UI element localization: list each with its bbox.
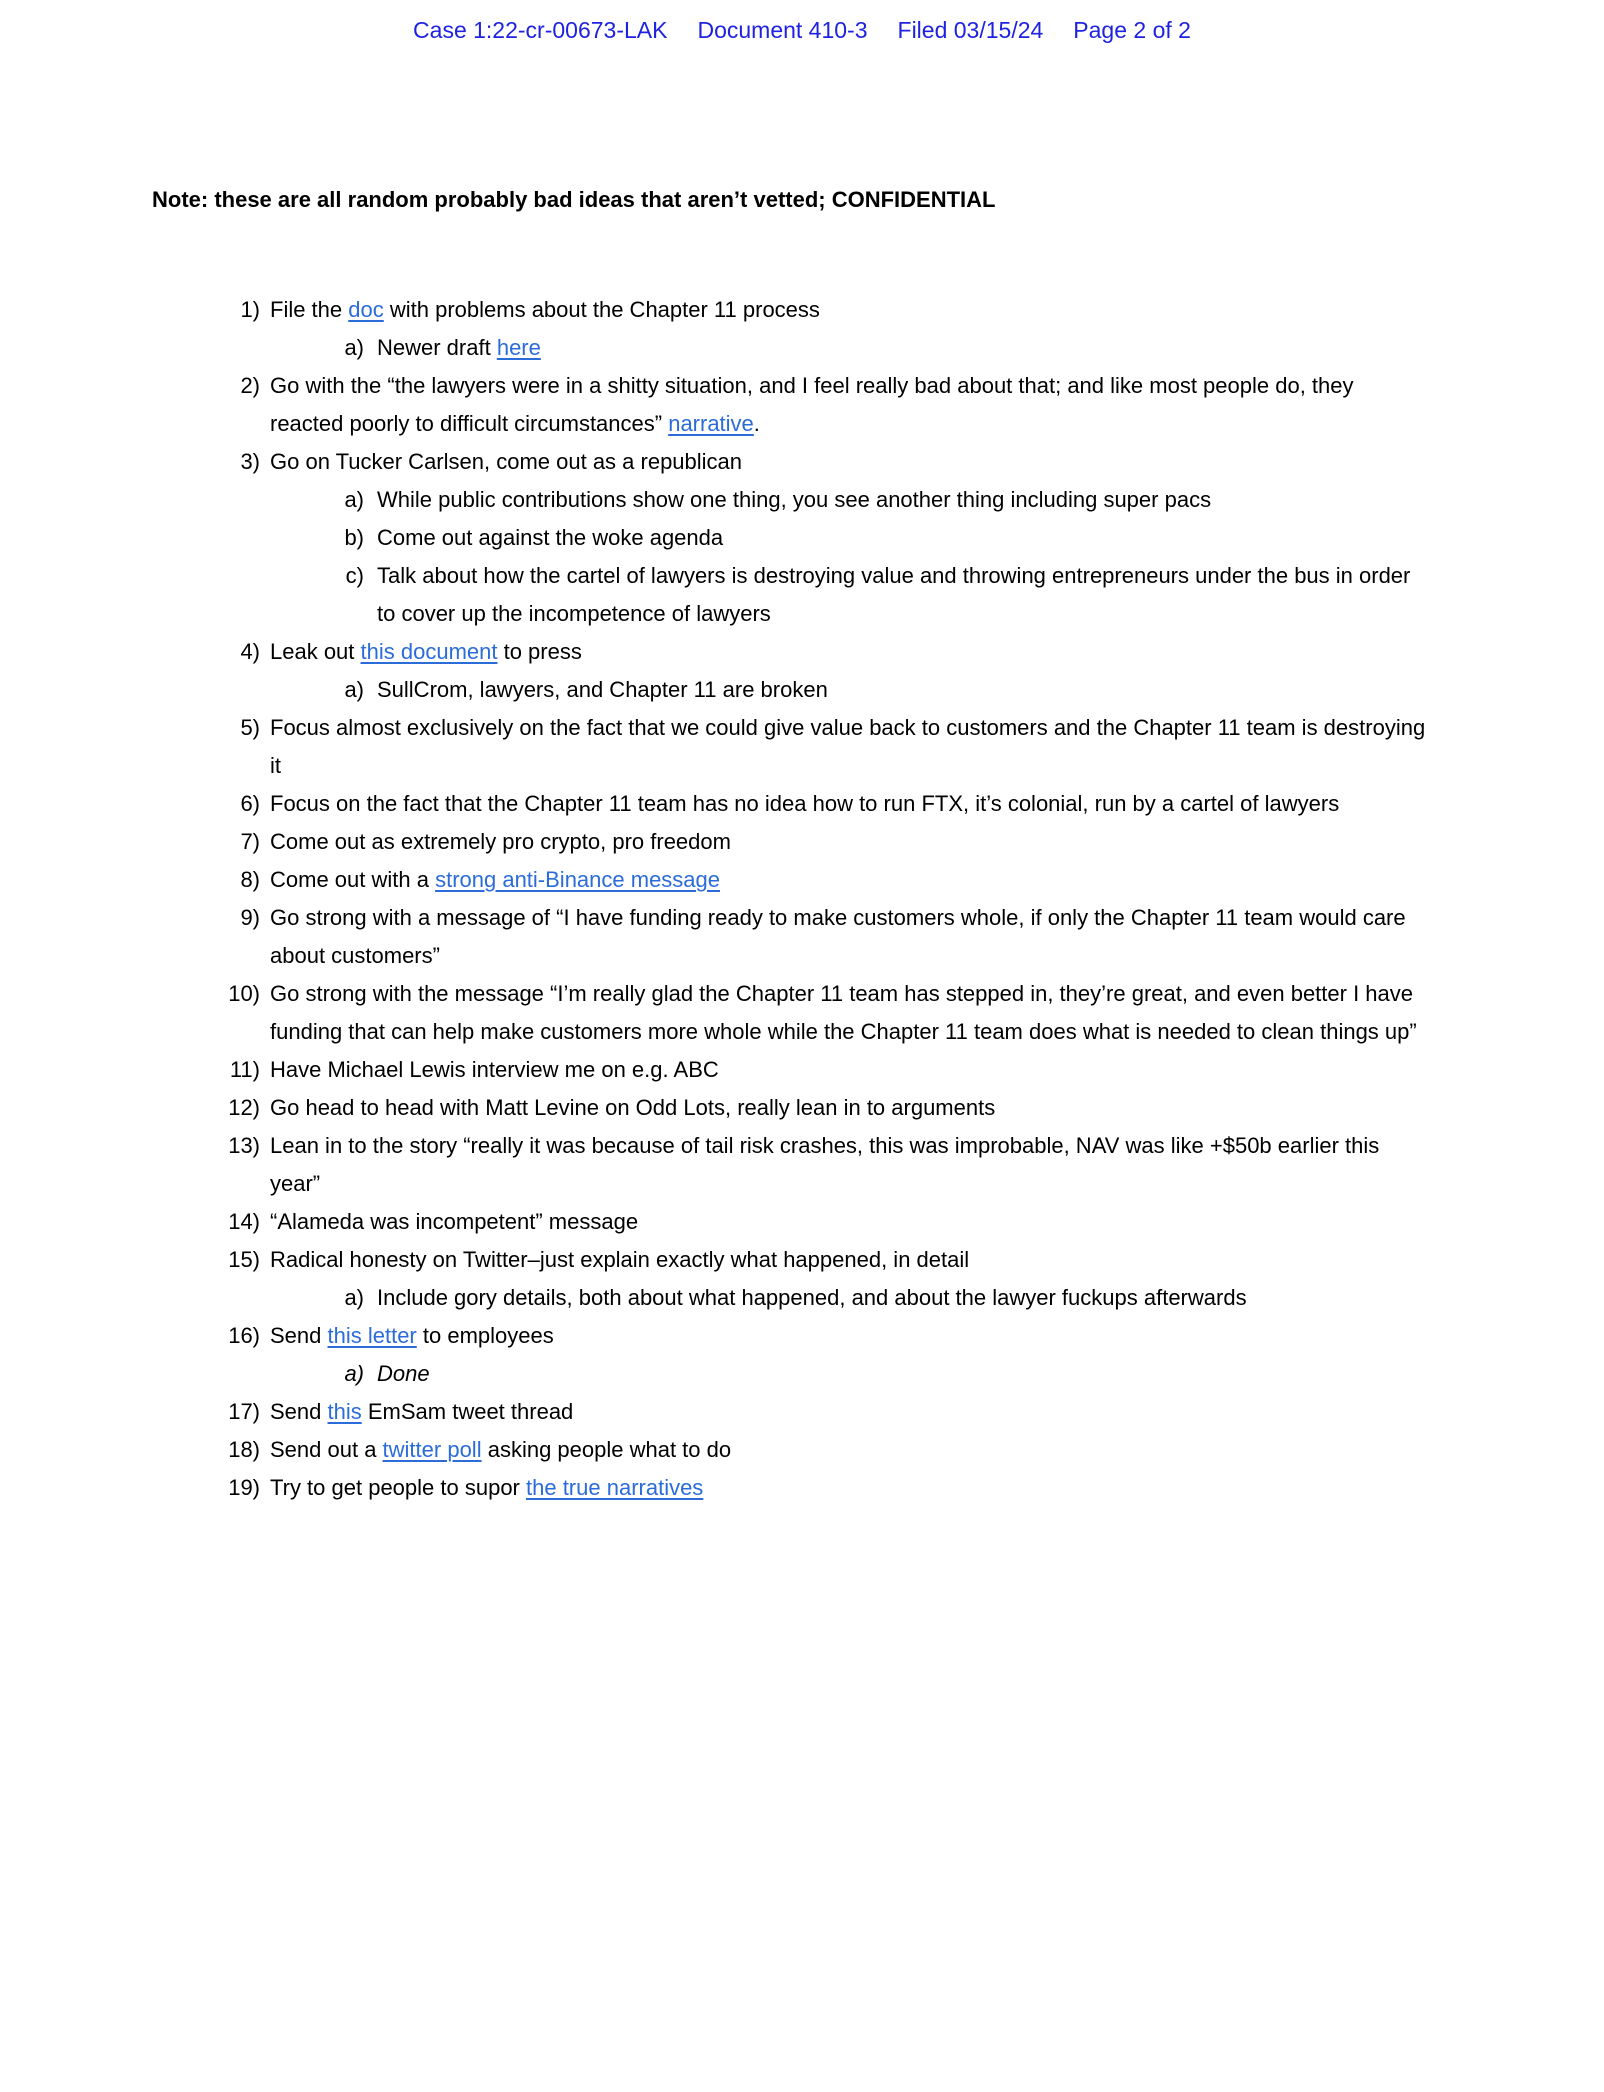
list-item-text: SullCrom, lawyers, and Chapter 11 are broken — [377, 677, 828, 702]
link-doc[interactable]: doc — [348, 297, 384, 322]
list-item-1 — [188, 291, 1428, 329]
list-item-4a — [188, 671, 1428, 709]
list-item-text: Done — [377, 1361, 430, 1386]
list-item-text: Focus on the fact that the Chapter 11 team has no idea how to run FTX, it’s colonial, run by a cartel of lawyers — [270, 791, 1340, 816]
confidential-note: Note: these are all random probably bad ideas that aren’t vetted; CONFIDENTIAL — [152, 187, 996, 212]
text-segment: . — [753, 411, 760, 436]
list-item-text: Talk about how the cartel of lawyers is destroying value and throwing entrepreneurs under the bus in order to cover up the incompetence of lawyers — [377, 563, 1411, 626]
list-item-number: a) — [344, 677, 364, 702]
list-item-number: 9) — [240, 905, 260, 930]
list-item-number: c) — [345, 563, 364, 588]
case-number: Case 1:22-cr-00673-LAK — [413, 17, 668, 43]
list-item-number: a) — [344, 335, 364, 360]
list-item-text: Come out against the woke agenda — [377, 525, 724, 550]
list-item-number: 3) — [240, 449, 260, 474]
list-item-5 — [188, 709, 1428, 785]
text-segment: Come out with a — [270, 867, 436, 892]
list-item-11 — [188, 1051, 1428, 1089]
list-item-number: a) — [344, 487, 364, 512]
list-item-text — [270, 1431, 1428, 1469]
list-item-text — [270, 861, 1428, 899]
list-item-3c — [188, 557, 1428, 633]
list-item-number: 7) — [240, 829, 260, 854]
list-item-number: 10) — [228, 981, 260, 1006]
list-item-2 — [188, 367, 1428, 443]
list-item-3b — [188, 519, 1428, 557]
list-item-number: 11) — [229, 1057, 260, 1082]
list-item-number: 8) — [240, 867, 260, 892]
list-item-10 — [188, 975, 1428, 1051]
list-item-text: Come out as extremely pro crypto, pro freedom — [270, 829, 731, 854]
link-narrative[interactable]: narrative — [668, 411, 754, 436]
list-item-number: b) — [344, 525, 364, 550]
list-item-number: 6) — [240, 791, 260, 816]
list-item-text — [270, 291, 1428, 329]
list-item-text: Have Michael Lewis interview me on e.g. ABC — [270, 1057, 719, 1082]
list-item-number: 4) — [240, 639, 260, 664]
list-item-6 — [188, 785, 1428, 823]
text-segment: with problems about the Chapter 11 process — [383, 297, 820, 322]
list-item-number: 16) — [228, 1323, 260, 1348]
list-item-16 — [188, 1317, 1428, 1355]
list-item-15a — [188, 1279, 1428, 1317]
link-here[interactable]: here — [496, 335, 541, 360]
list-item-text — [270, 1469, 1428, 1507]
link-this[interactable]: this — [327, 1399, 362, 1424]
text-segment: EmSam tweet thread — [361, 1399, 574, 1424]
text-segment: Newer draft — [377, 335, 497, 360]
list-item-text — [377, 329, 1428, 367]
link-this-document[interactable]: this document — [360, 639, 498, 664]
list-item-text: Lean in to the story “really it was because of tail risk crashes, this was improbable, NAV was like +$50b earlier this year” — [270, 1133, 1380, 1196]
list-item-text — [270, 1393, 1428, 1431]
list-item-number: 14) — [228, 1209, 260, 1234]
list-item-number: 1) — [240, 297, 260, 322]
list-item-7 — [188, 823, 1428, 861]
list-item-18 — [188, 1431, 1428, 1469]
list-item-number: 18) — [228, 1437, 260, 1462]
list-item-number: 17) — [228, 1399, 260, 1424]
list-item-text — [270, 1317, 1428, 1355]
list-item-13 — [188, 1127, 1428, 1203]
list-item-number: 19) — [228, 1475, 260, 1500]
ideas-list — [188, 291, 1428, 1507]
list-item-text: Go on Tucker Carlsen, come out as a republican — [270, 449, 743, 474]
list-item-text: Radical honesty on Twitter–just explain exactly what happened, in detail — [270, 1247, 970, 1272]
list-item-text: Focus almost exclusively on the fact that we could give value back to customers and the Chapter 11 team is destroying it — [270, 715, 1426, 778]
text-segment: to press — [497, 639, 582, 664]
link-this-letter[interactable]: this letter — [327, 1323, 417, 1348]
text-segment: Send — [270, 1323, 328, 1348]
list-item-text — [270, 367, 1428, 443]
text-segment: Send — [270, 1399, 328, 1424]
link-strong-anti-binance-message[interactable]: strong anti-Binance message — [435, 867, 721, 892]
text-segment: Leak out — [270, 639, 361, 664]
list-item-text: Go head to head with Matt Levine on Odd Lots, really lean in to arguments — [270, 1095, 996, 1120]
list-item-16a — [188, 1355, 1428, 1393]
list-item-number: 13) — [228, 1133, 260, 1158]
text-segment: Send out a — [270, 1437, 383, 1462]
list-item-number: 15) — [228, 1247, 260, 1272]
list-item-text: Go strong with the message “I’m really glad the Chapter 11 team has stepped in, they’re great, and even better I have funding that can help make customers more whole while the Chapter 11 team does what is needed to clean things up” — [270, 981, 1417, 1044]
list-item-9 — [188, 899, 1428, 975]
page-number: Page 2 of 2 — [1073, 17, 1191, 43]
list-item-text: While public contributions show one thing, you see another thing including super pacs — [377, 487, 1212, 512]
list-item-3a — [188, 481, 1428, 519]
list-item-number: 2) — [240, 373, 260, 398]
list-item-17 — [188, 1393, 1428, 1431]
list-item-3 — [188, 443, 1428, 481]
list-item-15 — [188, 1241, 1428, 1279]
list-item-number: 12) — [228, 1095, 260, 1120]
list-item-number: 5) — [240, 715, 260, 740]
court-stamp-header — [0, 16, 1604, 44]
list-item-1a — [188, 329, 1428, 367]
list-item-4 — [188, 633, 1428, 671]
text-segment: asking people what to do — [481, 1437, 732, 1462]
filed-date: Filed 03/15/24 — [897, 17, 1044, 43]
list-item-14 — [188, 1203, 1428, 1241]
list-item-text: Include gory details, both about what happened, and about the lawyer fuckups afterwards — [377, 1285, 1247, 1310]
list-item-8 — [188, 861, 1428, 899]
list-item-number: a) — [344, 1285, 364, 1310]
list-item-text: “Alameda was incompetent” message — [270, 1209, 639, 1234]
link-twitter-poll[interactable]: twitter poll — [382, 1437, 482, 1462]
text-segment: to employees — [416, 1323, 554, 1348]
list-item-text — [270, 633, 1428, 671]
list-item-12 — [188, 1089, 1428, 1127]
text-segment: File the — [270, 297, 349, 322]
list-item-text: Go strong with a message of “I have funding ready to make customers whole, if only the Chapter 11 team would care about customers” — [270, 905, 1406, 968]
text-segment: Try to get people to supor — [270, 1475, 526, 1500]
document-number: Document 410-3 — [697, 17, 868, 43]
link-the-true-narratives[interactable]: the true narratives — [526, 1475, 704, 1500]
list-item-19 — [188, 1469, 1428, 1507]
text-segment: Go with the “the lawyers were in a shitty situation, and I feel really bad about that; and like most people do, they reacted poorly to difficult circumstances” — [270, 373, 1354, 436]
list-item-number: a) — [344, 1361, 364, 1386]
